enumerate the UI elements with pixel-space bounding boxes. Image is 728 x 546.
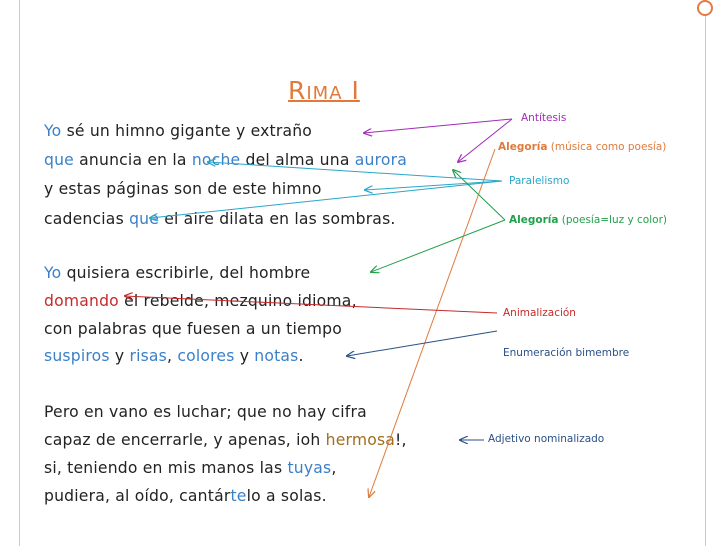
arrow-antitesis-2 [458,119,512,162]
highlighted-word: hermosa [325,431,396,449]
poem-text: el rebelde, mezquino idioma, [118,292,357,310]
poem-text: pudiera, al oído, cantár [44,487,231,505]
arrows-enumeracion [347,331,497,356]
highlighted-word: Yo [44,264,62,282]
arrows-antitesis [364,119,512,162]
highlighted-word: suspiros [44,347,110,365]
poem-text: si, teniendo en mis manos las [44,459,288,477]
highlighted-word: tuyas [287,459,332,477]
poem-text: lo a solas. [246,487,327,505]
highlighted-word: que [129,210,160,228]
arrow-alegoria-luz-2 [371,220,505,272]
highlighted-word: que [44,151,74,169]
note-enumeracion-label: Enumeración bimembre [503,347,630,359]
highlighted-word: risas [129,347,168,365]
highlighted-word: Yo [44,122,62,140]
poem-text: y [234,347,255,365]
highlighted-word: te [230,487,247,505]
poem-text: , [167,347,178,365]
poem-text: del alma una [240,151,355,169]
poem-text: y estas páginas son de este himno [44,180,322,198]
arrow-paralelismo-3 [150,181,502,218]
poem-text: capaz de encerrarle, y apenas, ioh [44,431,326,449]
highlighted-word: aurora [354,151,407,169]
poem-text: con palabras que fuesen a un tiempo [44,320,343,338]
arrow-enumeracion-1 [347,331,497,356]
arrow-paralelismo-1 [208,162,502,181]
arrow-alegoria-musica-1 [369,149,495,497]
note-paralelismo-label: Paralelismo [509,175,570,187]
note-alegoria-luz-label: Alegoría [509,214,559,226]
highlighted-word: noche [191,151,241,169]
arrow-alegoria-luz-1 [453,170,505,220]
highlighted-word: notas [254,347,299,365]
poem-text: sé un himno gigante y extraño [61,122,313,140]
highlighted-word: colores [177,347,235,365]
slide-title: Rima I [288,76,360,105]
note-animalizacion-label: Animalización [503,307,576,319]
highlighted-word: domando [44,292,119,310]
note-antitesis-label: Antítesis [521,112,567,124]
poem-text: . [298,347,304,365]
poem-text: !, [395,431,407,449]
arrows-paralelismo [150,162,502,218]
poem-text: el aire dilata en las sombras. [159,210,396,228]
poem-text: cadencias [44,210,130,228]
note-alegoria-musica-label: Alegoría [498,141,548,153]
arrows-alegoria-musica [369,149,495,497]
poem-text: anuncia en la [73,151,192,169]
poem-text: quisiera escribirle, del hombre [61,264,311,282]
note-alegoria-luz-detail: (poesía=luz y color) [561,214,667,226]
poem-text: Pero en vano es luchar; que no hay cifra [44,403,367,421]
poem-text: , [331,459,337,477]
note-adjetivo-label: Adjetivo nominalizado [488,433,605,445]
poem-text: y [109,347,130,365]
note-alegoria-musica-detail: (música como poesía) [550,141,667,153]
arrow-antitesis-1 [364,119,512,133]
